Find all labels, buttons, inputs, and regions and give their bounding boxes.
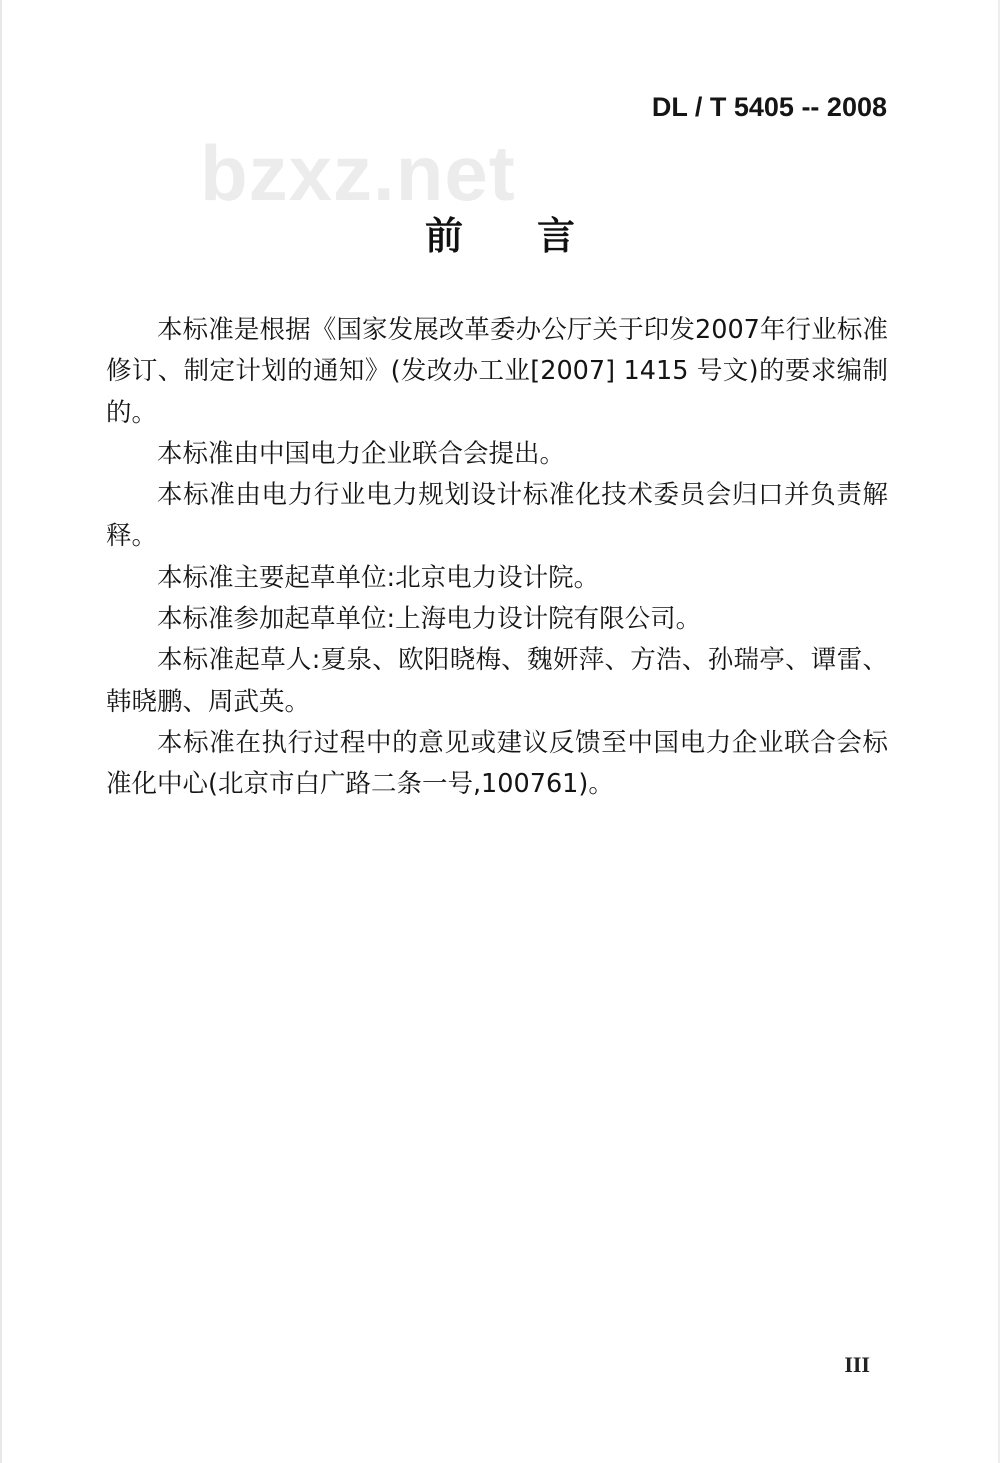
page-number: III (844, 1352, 870, 1377)
foreword-body (106, 310, 888, 806)
standard-code: DL / T 5405 -- 2008 (651, 92, 887, 122)
foreword-paragraph: 本标准参加起草单位:上海电力设计院有限公司。 (157, 604, 702, 635)
foreword-paragraph: 本标准由中国电力企业联合会提出。 (157, 438, 566, 469)
foreword-paragraph: 本标准起草人:夏泉、欧阳晓梅、魏妍萍、方浩、孙瑞亭、谭雷、韩晓鹏、周武英。 (106, 645, 888, 717)
foreword-paragraph: 本标准由电力行业电力规划设计标准化技术委员会归口并负责解释。 (106, 480, 888, 552)
foreword-paragraph: 本标准主要起草单位:北京电力设计院。 (157, 562, 600, 593)
watermark: bzxz.net (200, 129, 516, 217)
page-title: 前言 (424, 214, 649, 258)
foreword-paragraph: 本标准是根据《国家发展改革委办公厅关于印发2007年行业标准修订、制定计划的通知》(发改办工业[2007] 1415 号文)的要求编制的。 (106, 315, 888, 428)
foreword-paragraph: 本标准在执行过程中的意见或建议反馈至中国电力企业联合会标准化中心(北京市白广路二条一号,100761)。 (106, 727, 888, 800)
